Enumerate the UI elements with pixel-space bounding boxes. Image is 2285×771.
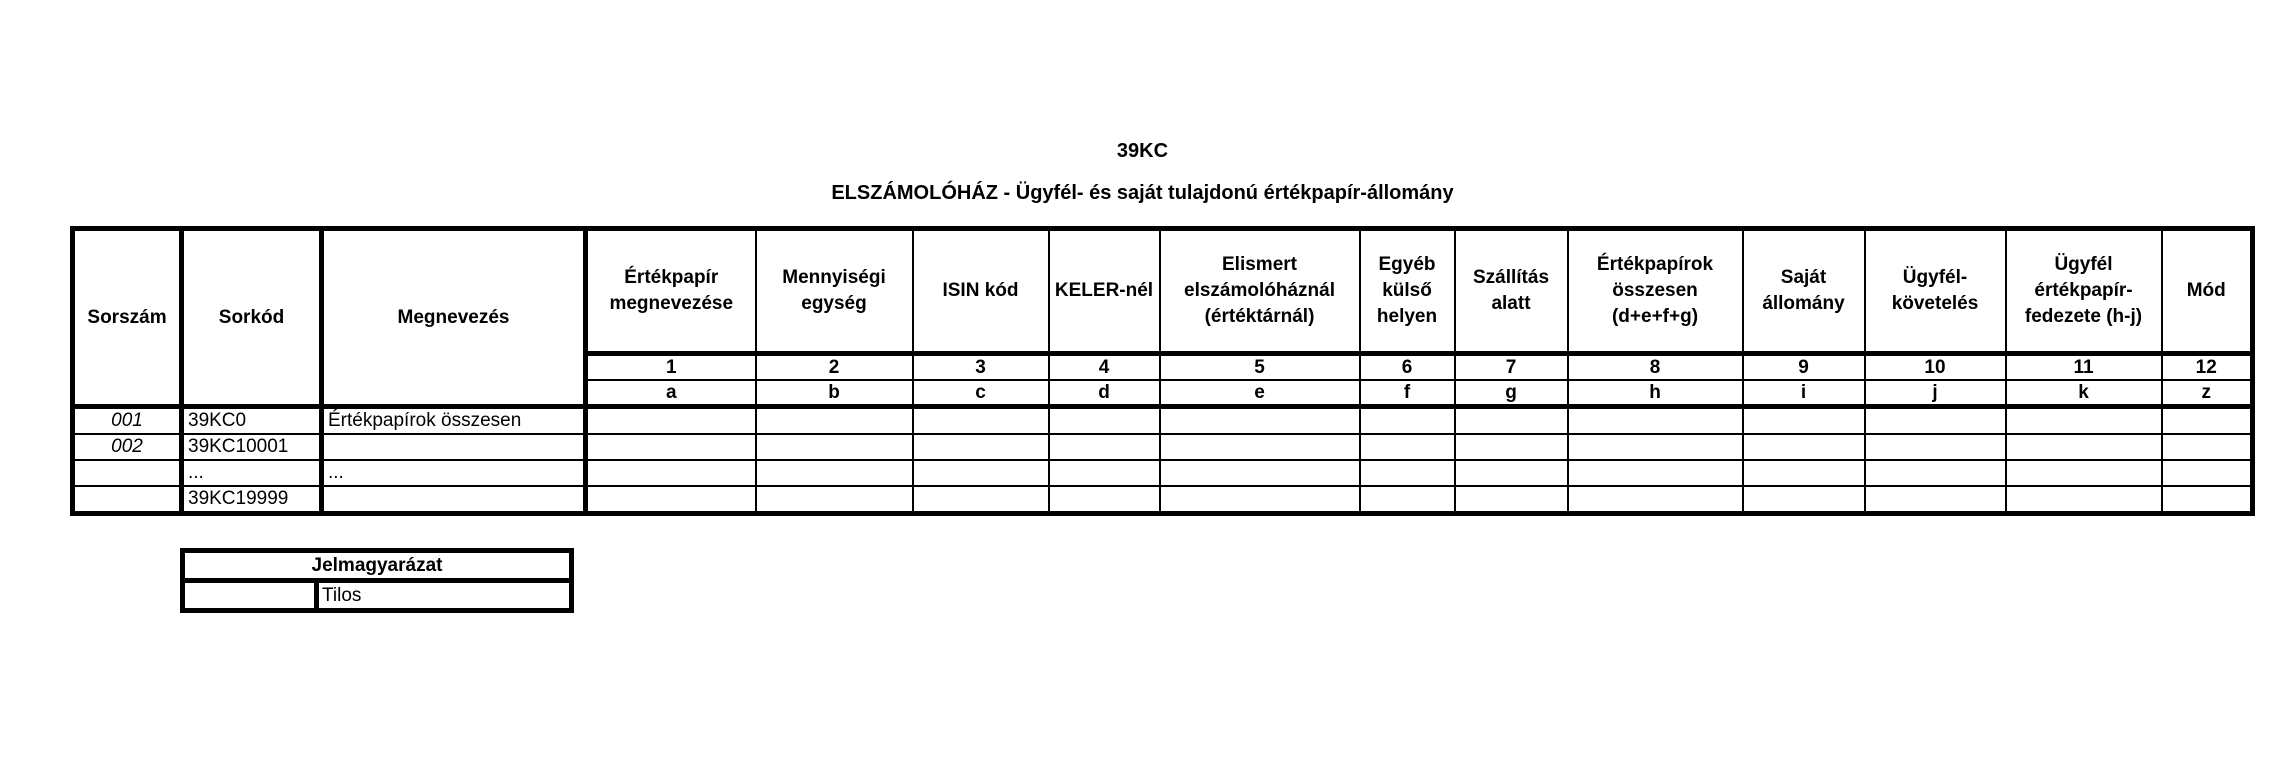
data-cell[interactable] <box>586 486 756 514</box>
data-cell[interactable] <box>756 434 913 460</box>
data-cell[interactable] <box>756 486 913 514</box>
data-cell[interactable] <box>1568 486 1743 514</box>
data-cell[interactable] <box>1360 434 1455 460</box>
legend-swatch <box>183 581 317 611</box>
data-cell[interactable] <box>1160 434 1360 460</box>
data-cell[interactable] <box>2162 407 2253 435</box>
row-sorkod: 39KC0 <box>182 407 322 435</box>
legend-title: Jelmagyarázat <box>183 551 572 581</box>
col-number: 6 <box>1360 354 1455 381</box>
data-cell[interactable] <box>1360 486 1455 514</box>
data-cell[interactable] <box>1360 460 1455 486</box>
data-cell[interactable] <box>1360 407 1455 435</box>
form-code: 39KC <box>1116 140 1169 162</box>
header-col-8: Értékpapírok összesen (d+e+f+g) <box>1568 229 1743 354</box>
data-cell[interactable] <box>586 460 756 486</box>
col-number: 2 <box>756 354 913 381</box>
col-letter: g <box>1455 380 1568 407</box>
data-cell[interactable] <box>1568 460 1743 486</box>
header-col-11: Ügyfél értékpapír-fedezete (h-j) <box>2006 229 2162 354</box>
col-letter: b <box>756 380 913 407</box>
data-cell[interactable] <box>756 407 913 435</box>
col-letter: j <box>1865 380 2006 407</box>
data-cell[interactable] <box>1455 434 1568 460</box>
data-cell[interactable] <box>1455 460 1568 486</box>
table-row <box>73 407 2253 435</box>
col-number: 4 <box>1049 354 1160 381</box>
row-sorkod: ... <box>182 460 322 486</box>
data-cell[interactable] <box>1455 407 1568 435</box>
col-letter: k <box>2006 380 2162 407</box>
data-cell[interactable] <box>1743 486 1865 514</box>
data-cell[interactable] <box>1865 434 2006 460</box>
col-number: 11 <box>2006 354 2162 381</box>
col-number: 3 <box>913 354 1049 381</box>
data-cell[interactable] <box>2162 460 2253 486</box>
row-sorszam <box>73 486 182 514</box>
row-sorszam: 002 <box>73 434 182 460</box>
data-cell[interactable] <box>2162 434 2253 460</box>
header-col-4: KELER-nél <box>1049 229 1160 354</box>
legend-table <box>180 548 574 613</box>
table-row <box>73 434 2253 460</box>
col-letter: f <box>1360 380 1455 407</box>
header-col-12: Mód <box>2162 229 2253 354</box>
header-col-1: Értékpapír megnevezése <box>586 229 756 354</box>
col-number: 7 <box>1455 354 1568 381</box>
data-cell[interactable] <box>913 486 1049 514</box>
data-cell[interactable] <box>1160 460 1360 486</box>
data-cell[interactable] <box>1743 407 1865 435</box>
col-letter: c <box>913 380 1049 407</box>
col-number: 8 <box>1568 354 1743 381</box>
header-col-10: Ügyfél-követelés <box>1865 229 2006 354</box>
row-megnevezes: Értékpapírok összesen <box>322 407 586 435</box>
report-table <box>70 226 2255 516</box>
row-megnevezes <box>322 434 586 460</box>
col-number: 10 <box>1865 354 2006 381</box>
col-letter: d <box>1049 380 1160 407</box>
data-cell[interactable] <box>1049 434 1160 460</box>
data-cell[interactable] <box>1568 407 1743 435</box>
form-title: ELSZÁMOLÓHÁZ - Ügyfél- és saját tulajdonú értékpapír-állomány <box>831 182 1454 204</box>
row-megnevezes <box>322 486 586 514</box>
data-cell[interactable] <box>913 460 1049 486</box>
data-cell[interactable] <box>2006 486 2162 514</box>
data-cell[interactable] <box>1160 486 1360 514</box>
data-cell[interactable] <box>1865 486 2006 514</box>
data-cell[interactable] <box>913 407 1049 435</box>
col-letter: i <box>1743 380 1865 407</box>
row-sorkod: 39KC19999 <box>182 486 322 514</box>
col-number: 12 <box>2162 354 2253 381</box>
header-col-6: Egyéb külső helyen <box>1360 229 1455 354</box>
header-sorszam: Sorszám <box>73 229 182 407</box>
data-cell[interactable] <box>913 434 1049 460</box>
row-sorszam: 001 <box>73 407 182 435</box>
data-cell[interactable] <box>1743 460 1865 486</box>
col-letter: h <box>1568 380 1743 407</box>
data-cell[interactable] <box>586 407 756 435</box>
header-megnevezes: Megnevezés <box>322 229 586 407</box>
table-row <box>73 486 2253 514</box>
header-sorkod: Sorkód <box>182 229 322 407</box>
col-letter: a <box>586 380 756 407</box>
table-row <box>73 460 2253 486</box>
data-cell[interactable] <box>1455 486 1568 514</box>
data-cell[interactable] <box>1568 434 1743 460</box>
col-number: 1 <box>586 354 756 381</box>
header-col-7: Szállítás alatt <box>1455 229 1568 354</box>
data-cell[interactable] <box>1865 407 2006 435</box>
header-col-5: Elismert elszámolóháznál (értéktárnál) <box>1160 229 1360 354</box>
data-cell[interactable] <box>1049 407 1160 435</box>
data-cell[interactable] <box>2162 486 2253 514</box>
col-letter: z <box>2162 380 2253 407</box>
data-cell[interactable] <box>1160 407 1360 435</box>
legend-label: Tilos <box>317 581 572 611</box>
header-col-9: Saját állomány <box>1743 229 1865 354</box>
data-cell[interactable] <box>2006 460 2162 486</box>
data-cell[interactable] <box>2006 434 2162 460</box>
col-letter: e <box>1160 380 1360 407</box>
data-cell[interactable] <box>586 434 756 460</box>
header-col-2: Mennyiségi egység <box>756 229 913 354</box>
row-sorszam <box>73 460 182 486</box>
data-cell[interactable] <box>756 460 913 486</box>
data-cell[interactable] <box>1865 460 2006 486</box>
header-col-3: ISIN kód <box>913 229 1049 354</box>
col-number: 5 <box>1160 354 1360 381</box>
data-cell[interactable] <box>2006 407 2162 435</box>
data-cell[interactable] <box>1049 486 1160 514</box>
row-megnevezes: ... <box>322 460 586 486</box>
col-number: 9 <box>1743 354 1865 381</box>
data-cell[interactable] <box>1049 460 1160 486</box>
row-sorkod: 39KC10001 <box>182 434 322 460</box>
data-cell[interactable] <box>1743 434 1865 460</box>
